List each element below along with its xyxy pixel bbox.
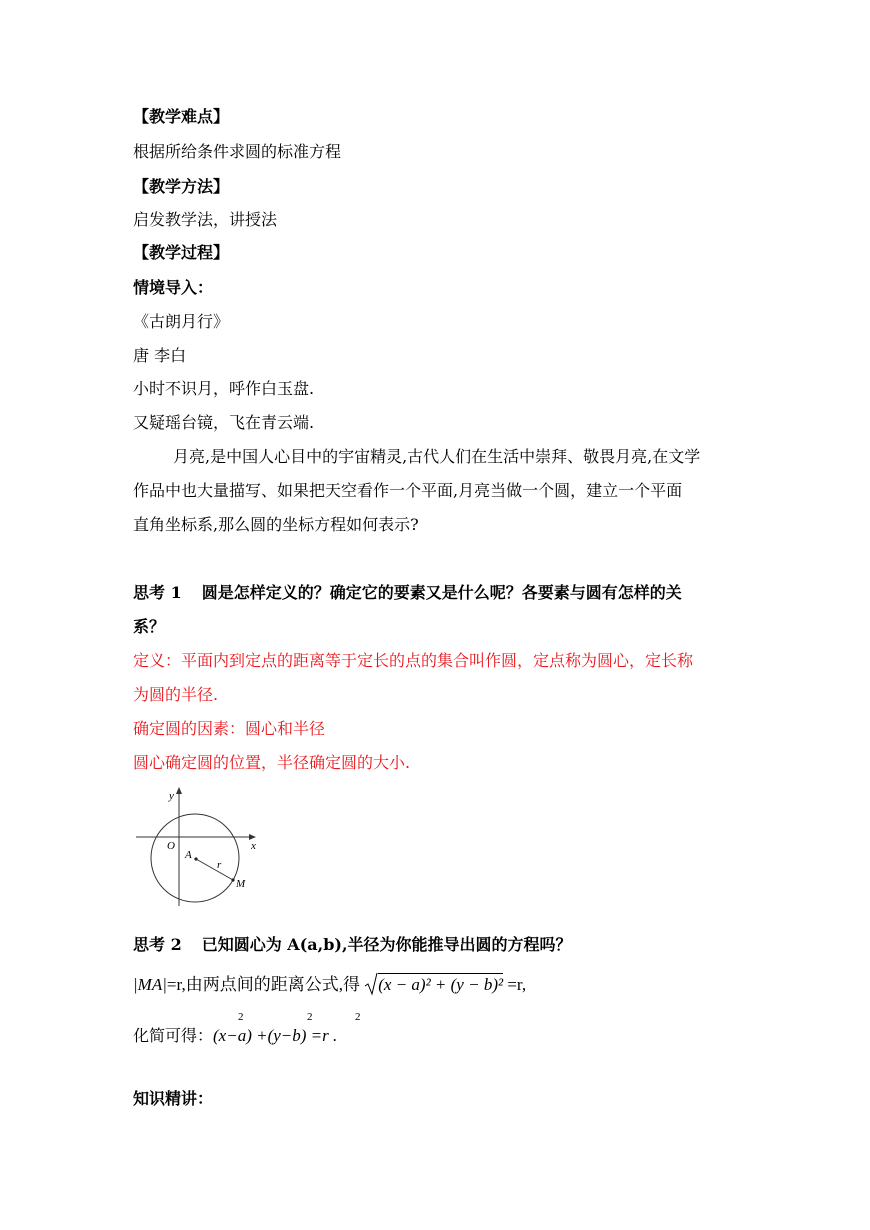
paragraph-line-1: 月亮,是中国人心目中的宇宙精灵,古代人们在生活中崇拜、敬畏月亮,在文学 (173, 447, 701, 466)
center-label: A (185, 849, 192, 861)
poem-line-2: 又疑瑶台镜，飞在青云端. (133, 413, 315, 432)
think2-line (133, 935, 793, 955)
paragraph-line-2: 作品中也大量描写、如果把天空看作一个平面,月亮当做一个圆，建立一个平面 (133, 481, 683, 500)
point-label: M (236, 878, 246, 890)
exponent-1: 2 (238, 1011, 244, 1023)
exponent-3: 2 (355, 1011, 361, 1023)
method-text: 启发教学法，讲授法 (133, 210, 278, 229)
poem-title: 《古朗月行》 (133, 312, 230, 331)
radius-segment (196, 859, 233, 880)
center-point (194, 857, 197, 860)
exponent-2: 2 (307, 1011, 313, 1023)
think1-label: 思考 1 (133, 583, 182, 602)
distance-mid: =r,由两点间的距离公式,得 (166, 975, 360, 994)
circle-coordinate-figure (133, 786, 265, 916)
radical-sign-icon (364, 972, 378, 996)
process-heading: 【教学过程】 (133, 243, 230, 262)
sqrt-content: (x − a)² + (y − b)² (378, 975, 504, 994)
x-label: x (251, 840, 256, 852)
simplify-prefix: 化简可得： (133, 1026, 214, 1045)
knowledge-heading: 知识精讲： (133, 1089, 214, 1108)
origin-label: O (167, 840, 175, 852)
think1-answer-line-4: 圆心确定圆的位置，半径确定圆的大小. (133, 753, 411, 772)
intro-heading: 情境导入： (133, 278, 214, 297)
think1-answer-line-2: 为圆的半径. (133, 685, 219, 704)
distance-lhs: |MA| (133, 975, 167, 994)
y-axis-arrow (176, 787, 182, 794)
think1-question-line-2: 系？ (133, 617, 166, 636)
sqrt-expression (364, 972, 503, 996)
difficulty-text: 根据所给条件求圆的标准方程 (133, 142, 342, 161)
simplified-equation-line (133, 1026, 793, 1046)
radius-label: r (217, 859, 222, 871)
think2-question: 已知圆心为 A(a,b),半径为你能推导出圆的方程吗？ (201, 935, 572, 954)
distance-end: =r, (507, 975, 527, 994)
think1-question-line-1 (133, 583, 793, 603)
y-label: y (169, 790, 174, 802)
think1-answer-line-3: 确定圆的因素：圆心和半径 (133, 719, 326, 738)
distance-formula-line (133, 972, 793, 996)
poem-line-1: 小时不识月，呼作白玉盘. (133, 379, 315, 398)
poem-author: 唐 李白 (133, 346, 187, 365)
paragraph-line-3: 直角坐标系,那么圆的坐标方程如何表示? (133, 515, 419, 534)
think2-label: 思考 2 (133, 935, 182, 954)
think1-answer-line-1: 定义：平面内到定点的距离等于定长的点的集合叫作圆，定点称为圆心，定长称 (133, 651, 694, 670)
method-heading: 【教学方法】 (133, 177, 230, 196)
standard-equation: (x−a) +(y−b) =r . (213, 1026, 338, 1045)
point-m (231, 878, 234, 881)
difficulty-heading: 【教学难点】 (133, 107, 230, 126)
think1-question: 圆是怎样定义的？确定它的要素又是什么呢？各要素与圆有怎样的关 (201, 583, 682, 602)
